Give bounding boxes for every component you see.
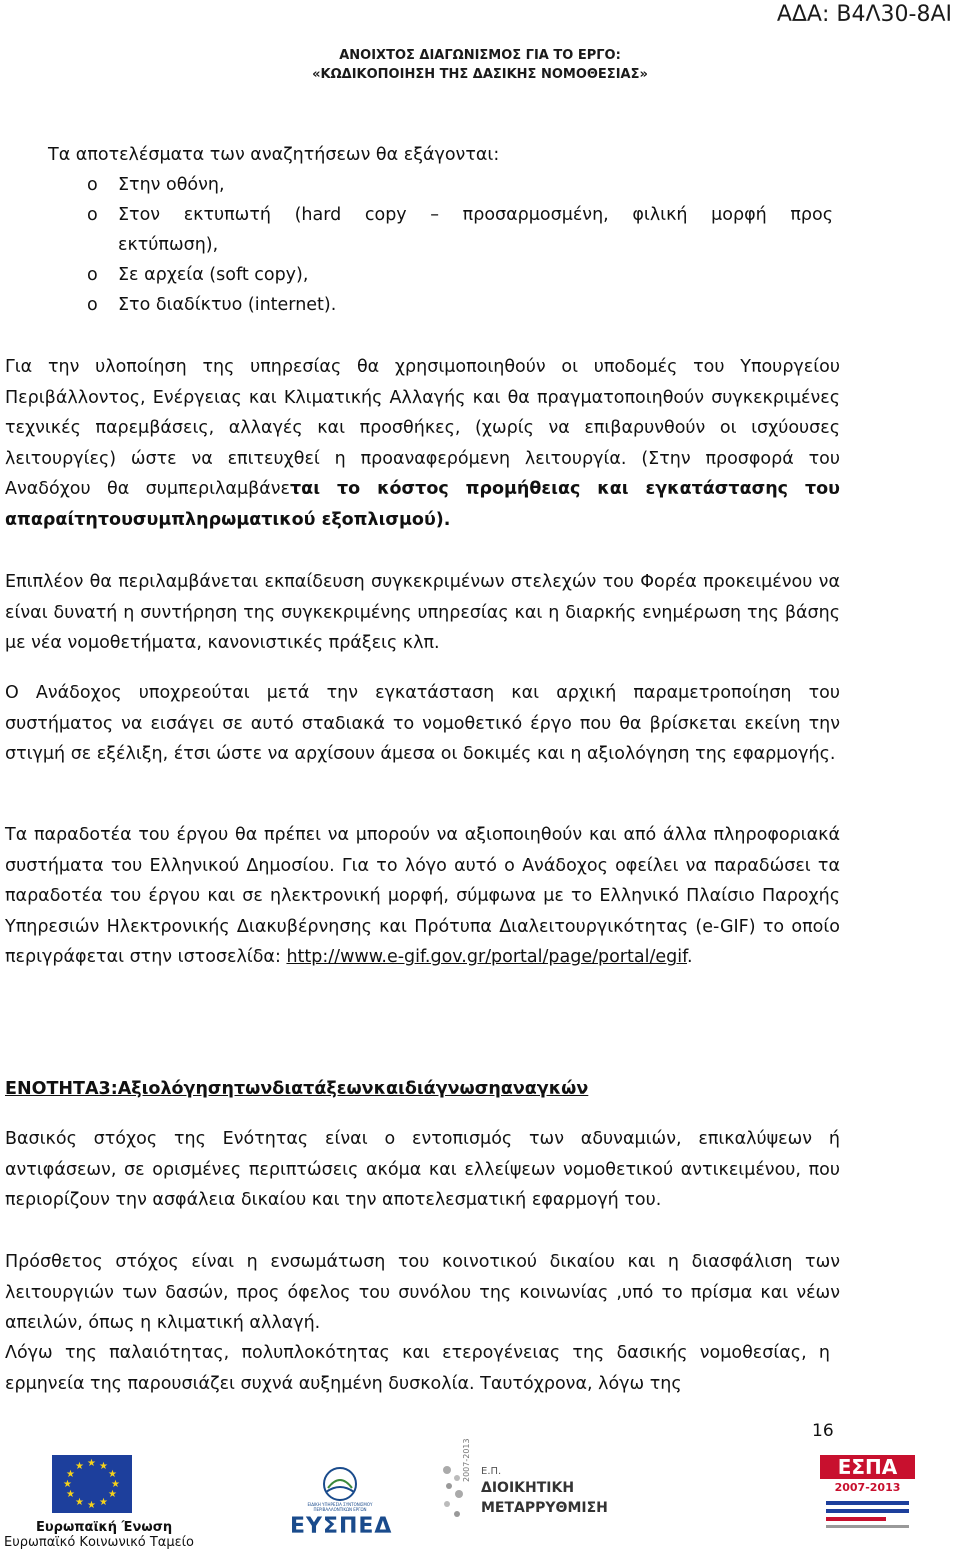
ysped-subtitle: ΕΙΔΙΚΗ ΥΠΗΡΕΣΙΑ ΣΥΝΤΟΝΙΣΜΟΥ ΠΕΡΙΒΑΛΛΟΝΤΙΚΩΝ ΕΡΓΩΝ: [307, 1502, 373, 1512]
paragraph-infrastructure: [5, 352, 840, 536]
document-header: [0, 46, 960, 84]
espa-graphic-icon: [820, 1497, 915, 1543]
egif-link[interactable]: http://www.e-gif.gov.gr/portal/page/portal/egif: [286, 947, 687, 968]
dm-title-1: ΔΙΟΙΚΗΤΙΚΗ: [481, 1480, 575, 1496]
paragraph-end: .: [686, 947, 693, 968]
bullet-marker: o: [87, 265, 98, 285]
header-line-1: ΑΝΟΙΧΤΟΣ ΔΙΑΓΩΝΙΣΜΟΣ ΓΙΑ ΤΟ ΕΡΓΟ:: [339, 48, 621, 63]
paragraph-additional-goal: Πρόσθετος στόχος είναι η ενσωμάτωση του κοινοτικού δικαίου και η διασφάλιση των λειτουργιών των δασών, προς όφελος του συνόλου της κοινωνίας ,υπό το πρίσμα και νέων απειλών, όπως η κλιματική αλλαγή.: [5, 1252, 840, 1334]
dioikitiki-metarrythmisi-logo: [435, 1438, 608, 1545]
espa-name: ΕΣΠΑ: [820, 1455, 915, 1479]
paragraph-text: Για την υλοποίηση της υπηρεσίας θα χρησιμοποιηθούν οι υποδομές του Υπουργείου Περιβάλλοντος, Ενέργειας και Κλιματικής Αλλαγής και θα πραγματοποιηθούν συγκεκριμένες τεχνικές παρεμβάσεις, αλλαγές και προσθήκες, (χωρίς να επιβαρυνθούν οι ισχύουσες λειτουργίες) ώστε να επιτευχθεί η προαναφερόμενη λειτουργία. (Στην προσφορά του Αναδόχου θα συμπεριλαμβάνε: [5, 357, 840, 500]
eu-flag-logo: ★ ★ ★ ★ ★ ★ ★ ★ ★ ★ ★ ★: [52, 1455, 132, 1513]
list-item: Σε αρχεία (soft copy),: [118, 265, 309, 285]
results-lead: Τα αποτελέσματα των αναζητήσεων θα εξάγονται:: [48, 145, 500, 165]
espa-years: 2007-2013: [834, 1481, 901, 1494]
paragraph-deliverables: [5, 820, 840, 973]
paragraph-training: Επιπλέον θα περιλαμβάνεται εκπαίδευση συγκεκριμένων στελεχών του Φορέα προκειμένου να είναι δυνατή η συντήρηση της συγκεκριμένης υπηρεσίας και η διαρκής ενημέρωση της βάσης με νέα νομοθετήματα, κανονιστικές πράξεις κλπ.: [5, 572, 840, 654]
dm-title-2: ΜΕΤΑΡΡΥΘΜΙΣΗ: [481, 1500, 608, 1516]
page-number: 16: [812, 1421, 834, 1441]
dm-ep: Ε.Π.: [481, 1466, 502, 1477]
paragraph-contractor: Ο Ανάδοχος υποχρεούται μετά την εγκατάσταση και αρχική παραμετροποίηση του συστήματος να εισάγει σε αυτό σταδιακά το νομοθετικό έργο που θα βρίσκεται εκείνη την στιγμή σε εξέλιξη, έτσι ώστε να αρχίσουν άμεσα οι δοκιμές και η αξιολόγηση της εφαρμογής.: [5, 683, 840, 765]
dm-years: 2007-2013: [462, 1438, 471, 1482]
list-item-continued: εκτύπωση),: [118, 235, 219, 255]
paragraph-bold-text: ται το κόστος προμήθειας και εγκατάστασης του απαραίτητουσυμπληρωματικού εξοπλισμού).: [5, 479, 840, 530]
eu-caption: Ευρωπαϊκή Ένωση: [36, 1520, 173, 1535]
paragraph-complexity: Λόγω της παλαιότητας, πολυπλοκότητας και ετερογένειας της δασικής νομοθεσίας, η ερμηνεία της παρουσιάζει συχνά αυξημένη δυσκολία. Ταυτόχρονα, λόγω της: [5, 1343, 830, 1394]
esf-caption: Ευρωπαϊκό Κοινωνικό Ταμείο: [4, 1535, 195, 1550]
bullet-marker: o: [87, 175, 98, 195]
section-title: ΕΝΟΤΗΤΑ3:Αξιολόγησητωνδιατάξεωνκαιδιάγνωσηαναγκών: [5, 1079, 589, 1099]
ada-code: ΑΔΑ: Β4Λ30-8ΑΙ: [776, 2, 952, 27]
header-line-2: «ΚΩΔΙΚΟΠΟΙΗΣΗ ΤΗΣ ΔΑΣΙΚΗΣ ΝΟΜΟΘΕΣΙΑΣ»: [312, 67, 648, 82]
list-item: Στην οθόνη,: [118, 175, 225, 195]
paragraph-text: Τα παραδοτέα του έργου θα πρέπει να μπορούν να αξιοποιηθούν και από άλλα πληροφοριακά συστήματα του Ελληνικού Δημοσίου. Για το λόγο αυτό ο Ανάδοχος οφείλει να παραδώσει τα παραδοτέα του έργου και σε ηλεκτρονική μορφή, σύμφωνα με το Ελληνικό Πλαίσιο Παροχής Υπηρεσιών Ηλεκτρονικής Διακυβέρνησης και Πρότυπα Διαλειτουργικότητας (e-GIF) το οποίο περιγράφεται στην ιστοσελίδα:: [5, 825, 840, 968]
paragraph-main-goal: Βασικός στόχος της Ενότητας είναι ο εντοπισμός των αδυναμιών, επικαλύψεων ή αντιφάσεων, σε ορισμένες περιπτώσεις ακόμα και ελλείψεων νομοθετικού αντικειμένου, που περιορίζουν την ασφάλεια δικαίου και την αποτελεσματική εφαρμογή του.: [5, 1129, 840, 1211]
ysped-logo: [290, 1462, 393, 1542]
ysped-name: ΕΥΣΠΕΔ: [290, 1514, 393, 1539]
bullet-marker: o: [87, 205, 98, 225]
bullet-marker: o: [87, 295, 98, 315]
espa-logo: [820, 1455, 915, 1545]
list-item: Στο διαδίκτυο (internet).: [118, 295, 337, 315]
list-item: Στον εκτυπωτή (hard copy – προσαρμοσμένη, φιλική μορφή προς: [118, 205, 833, 225]
